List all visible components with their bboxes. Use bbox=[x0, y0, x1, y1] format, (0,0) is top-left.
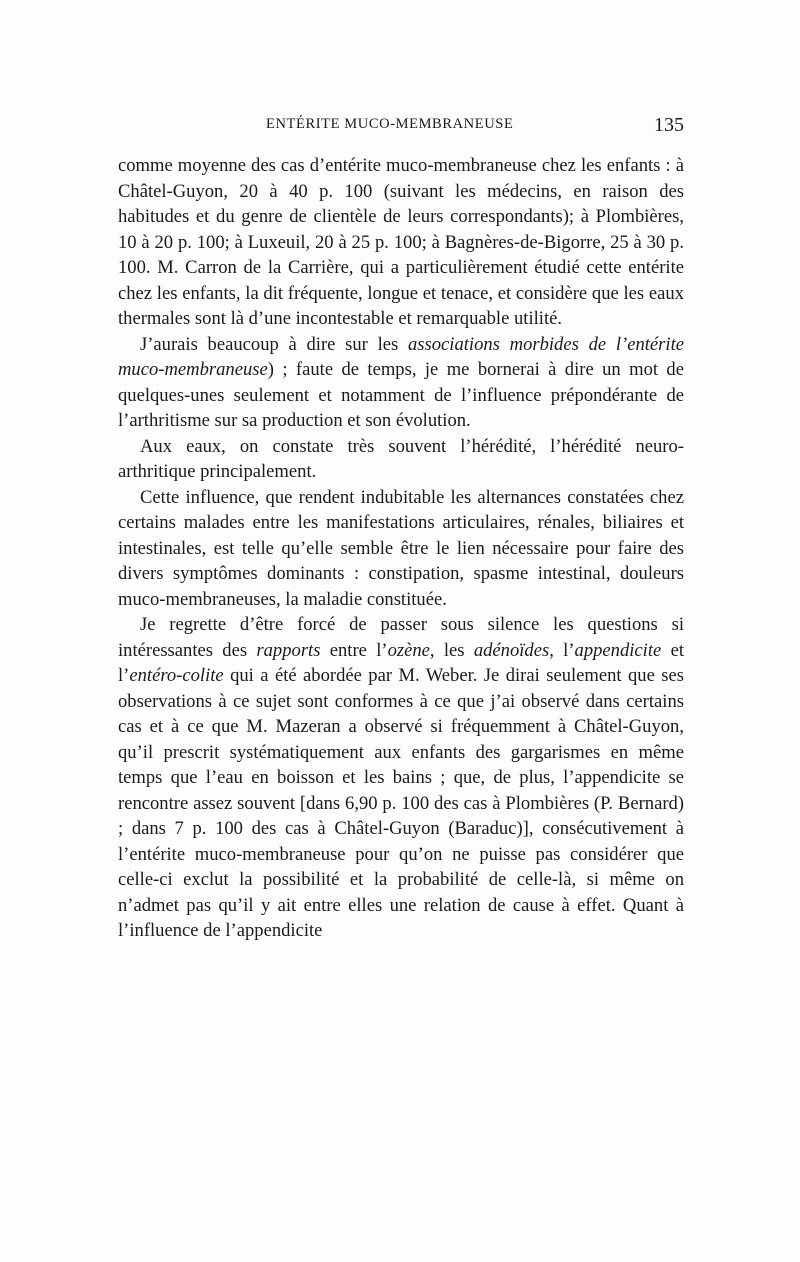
text-run: , l’ bbox=[549, 639, 575, 661]
paragraph-3: Aux eaux, on constate très souvent l’hérédité, l’hérédité neuro-arthritique principalement. bbox=[118, 435, 684, 482]
text-run: qui a été abordée par M. Weber. Je dirai seulement que ses observations à ce sujet sont conformes à ce que j’ai observé dans certains cas et à ce que M. Mazeran a observé si fréquemment à Châtel-Guyon, qu’il prescrit systématiquement aux enfants des gargarismes en même temps que l’eau en boisson et les bains ; que, de plus, l’appendicite se rencontre assez souvent [dans 6,90 p. 100 des cas à Plombières (P. Bernard) ; dans 7 p. 100 des cas à Châtel-Guyon (Baraduc)], consécutivement à l’entérite muco-membraneuse pour qu’on ne puisse pas considérer que celle-ci exclut la possibilité et la probabilité de celle-là, si même on n’admet pas qu’il y ait entre elles une relation de cause à effet. Quant à l’influence de l’appendicite bbox=[118, 665, 684, 941]
italic-run: adénoïdes bbox=[473, 639, 550, 661]
body-text bbox=[118, 153, 684, 944]
page-number: 135 bbox=[654, 114, 684, 136]
text-run: entre l’ bbox=[320, 639, 388, 661]
italic-run: appendicite bbox=[574, 639, 662, 661]
text-run: J’aurais beaucoup à dire sur les bbox=[140, 333, 408, 355]
paragraph-1: comme moyenne des cas d’entérite muco-membraneuse chez les enfants : à Châtel-Guyon, 20 à 40 p. 100 (suivant les médecins, en raison des habitudes et du genre de clientèle de leurs correspondants); à Plombières, 10 à 20 p. 100; à Luxeuil, 20 à 25 p. 100; à Bagnères-de-Bigorre, 25 à 30 p. 100. M. Carron de la Carrière, qui a particulièrement étudié cette entérite chez les enfants, la dit fréquente, longue et tenace, et considère que les eaux thermales sont là d’une incontestable et remarquable utilité. bbox=[118, 155, 684, 329]
page-header bbox=[118, 116, 684, 140]
italic-run: rapports bbox=[256, 639, 321, 661]
paragraph-4: Cette influence, que rendent indubitable les alternances constatées chez certains malades entre les manifestations articulaires, rénales, biliaires et intestinales, est telle qu’elle semble être le lien nécessaire pour faire des divers symptômes dominants : constipation, spasme intestinal, douleurs muco-membraneuses, la maladie constituée. bbox=[118, 486, 684, 610]
italic-run: ozène bbox=[387, 639, 430, 661]
text-run: Je regrette d’être forcé de passer sous silence les questions si intéressantes des bbox=[118, 614, 684, 661]
paragraph-2 bbox=[118, 332, 684, 434]
text-run: ) ; faute de temps, je me bornerai à dire un mot de quelques-unes seulement et notamment de l’influence prépondérante de l’arthritisme sur sa production et son évolution. bbox=[118, 359, 684, 431]
text-run: , les bbox=[429, 639, 474, 661]
paragraph-5 bbox=[118, 612, 684, 944]
italic-run: entéro-colite bbox=[129, 665, 224, 686]
running-title: ENTÉRITE MUCO-MEMBRANEUSE bbox=[266, 116, 514, 132]
text-run: et l’ bbox=[118, 639, 684, 686]
italic-run: associations morbides de l’entérite muco-membraneuse bbox=[118, 333, 684, 380]
